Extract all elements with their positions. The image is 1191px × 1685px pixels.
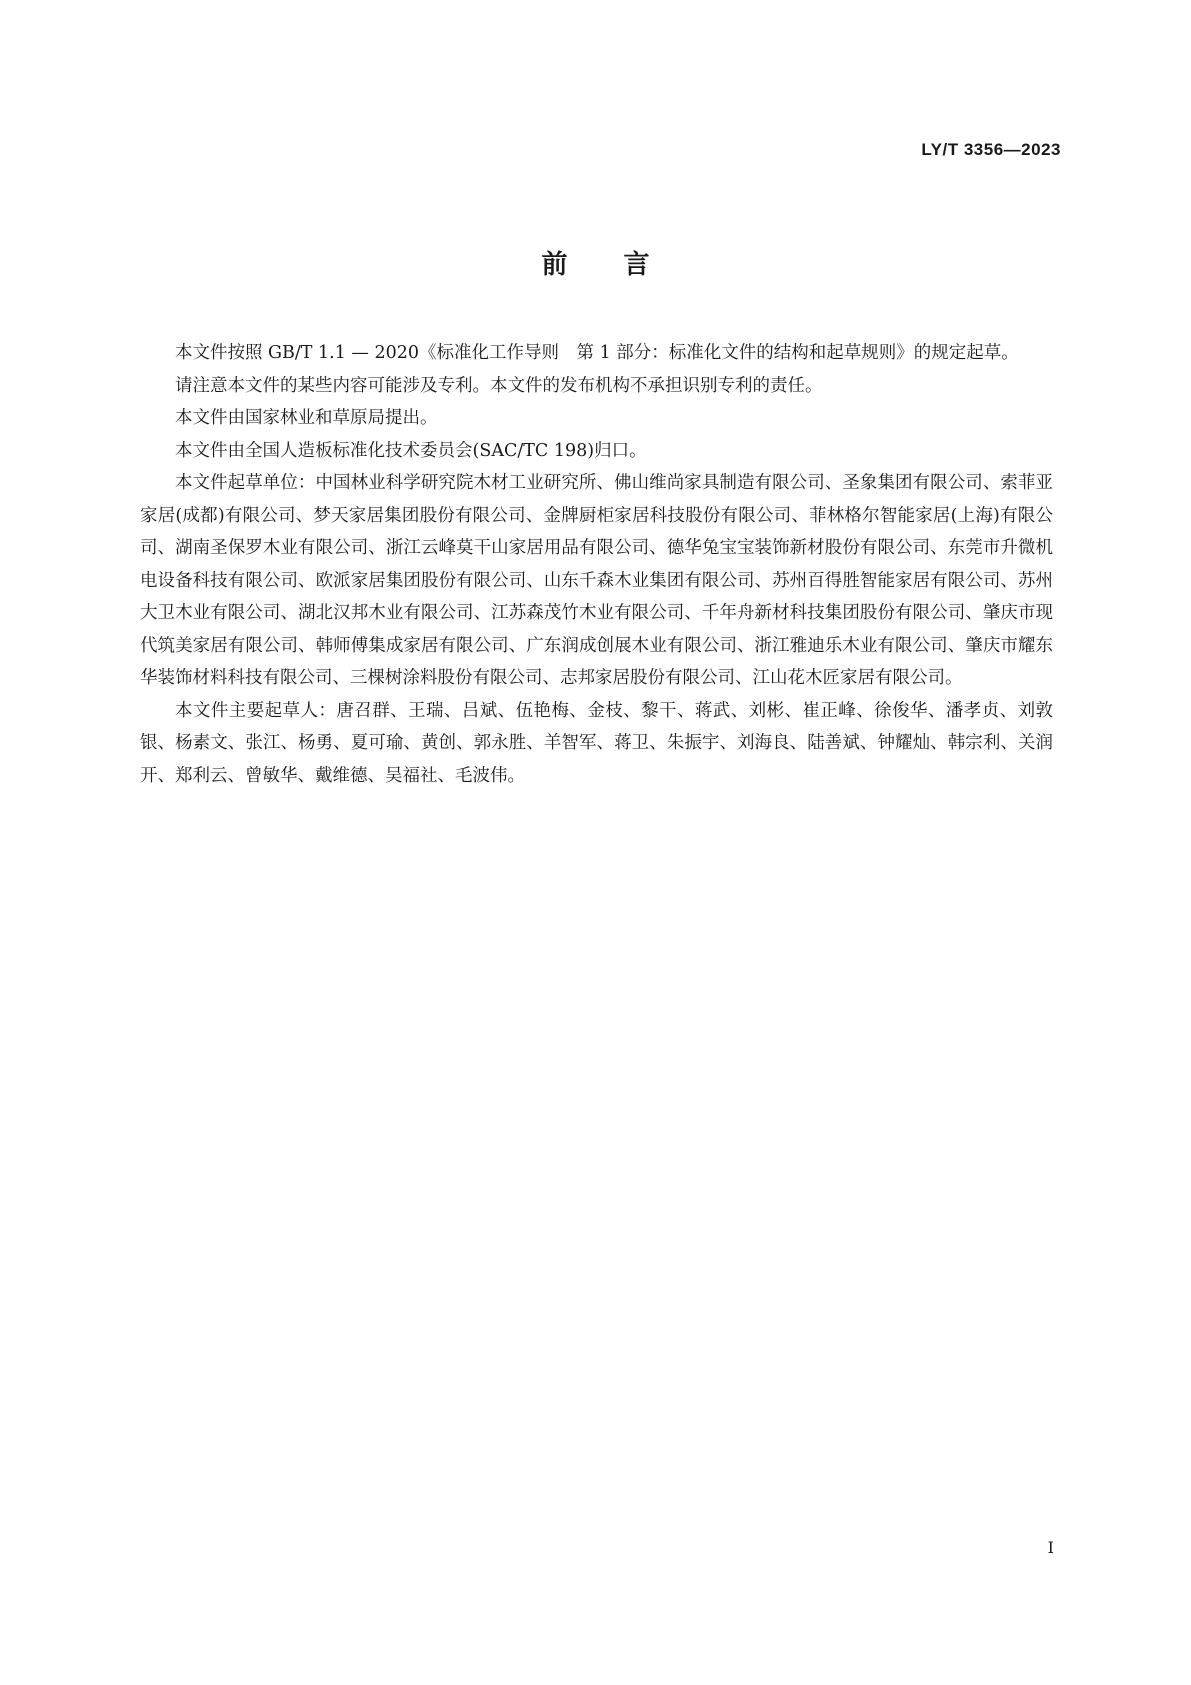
paragraph-main-drafters: 本文件主要起草人：唐召群、王瑞、吕斌、伍艳梅、金枝、黎干、蒋武、刘彬、崔正峰、徐俊华、潘孝贞、刘敦银、杨素文、张江、杨勇、夏可瑜、黄创、郭永胜、羊智军、蒋卫、朱振宇、刘海良、陆善斌、钟耀灿、韩宗利、关润开、郑利云、曾敏华、戴维德、吴福社、毛波伟。	[140, 700, 1053, 786]
standard-code: LY/T 3356—2023	[921, 140, 1061, 159]
paragraph-drafting-rules: 本文件按照 GB/T 1.1 — 2020《标准化工作导则 第 1 部分：标准化文件的结构和起草规则》的规定起草。	[175, 343, 1019, 363]
paragraph-drafting-units: 本文件起草单位：中国林业科学研究院木材工业研究所、佛山维尚家具制造有限公司、圣象集团有限公司、索菲亚家居(成都)有限公司、梦天家居集团股份有限公司、金牌厨柜家居科技股份有限公司、菲林格尔智能家居(上海)有限公司、湖南圣保罗木业有限公司、浙江云峰莫干山家居用品有限公司、德华兔宝宝装饰新材股份有限公司、东莞市升微机电设备科技有限公司、欧派家居集团股份有限公司、山东千森木业集团有限公司、苏州百得胜智能家居有限公司、苏州大卫木业有限公司、湖北汉邦木业有限公司、江苏森茂竹木业有限公司、千年舟新材科技集团股份有限公司、肇庆市现代筑美家居有限公司、韩师傅集成家居有限公司、广东润成创展木业有限公司、浙江雅迪乐木业有限公司、肇庆市耀东华装饰材料科技有限公司、三棵树涂料股份有限公司、志邦家居股份有限公司、江山花木匠家居有限公司。	[140, 473, 1053, 688]
paragraph-patent-notice: 请注意本文件的某些内容可能涉及专利。本文件的发布机构不承担识别专利的责任。	[175, 375, 823, 396]
foreword-body	[140, 337, 1053, 792]
paragraph-under-jurisdiction: 本文件由全国人造板标准化技术委员会(SAC/TC 198)归口。	[175, 440, 647, 461]
page-title: 前言	[541, 250, 706, 280]
page-number: I	[1047, 1538, 1054, 1557]
paragraph-proposed-by: 本文件由国家林业和草原局提出。	[175, 408, 438, 428]
